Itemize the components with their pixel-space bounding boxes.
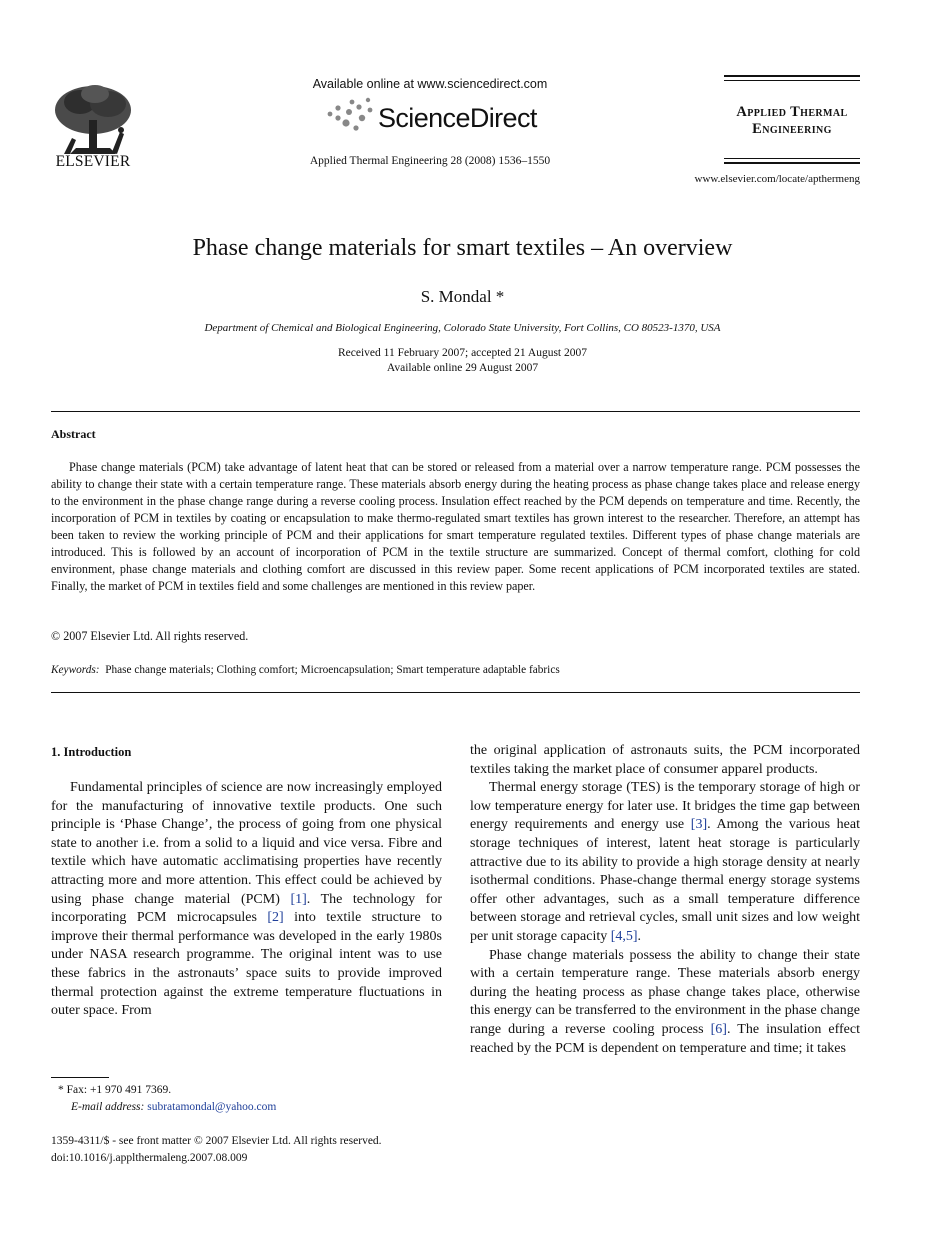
available-online-link[interactable]: Available online at www.sciencedirect.com — [312, 77, 548, 91]
divider-top — [51, 411, 860, 412]
abstract-heading: Abstract — [51, 427, 96, 441]
email-label: E-mail address: — [71, 1101, 145, 1113]
article-title: Phase change materials for smart textiles – An overview — [192, 235, 733, 261]
divider-bottom — [51, 692, 860, 693]
paragraph-text: Phase change materials possess the ability to change their state with a certain temperature range. These materials absorb energy during the heating process as phase change takes place, otherwise this energy can be transferred to the environment in the phase change range during a reverse cooling process — [470, 947, 860, 1037]
paragraph — [51, 779, 442, 1021]
paragraph-text: into textile structure to improve their thermal performance was developed in the early 1980s under NASA research programme. The original intent was to use these fabrics in the astronauts’ space suits to provide improved thermal protection against the extreme temperature fluctuations in outer space. From — [51, 910, 442, 1019]
journal-name-line2: Engineering — [752, 121, 832, 137]
journal-top-rule — [724, 75, 860, 77]
sciencedirect-dots-icon — [322, 96, 378, 132]
citation-link[interactable]: [2] — [267, 910, 284, 926]
left-column — [51, 779, 442, 1021]
journal-name-line1: Applied Thermal — [736, 104, 848, 120]
paragraph-text: Thermal energy storage (TES) is the temporary storage of high or low temperature energy for later use. It bridges the time gap between energy requirements and energy use — [470, 780, 860, 833]
abstract-copyright: © 2007 Elsevier Ltd. All rights reserved. — [51, 629, 249, 643]
right-column — [470, 742, 860, 1058]
citation-link[interactable]: [4,5] — [610, 928, 638, 944]
paragraph: the original application of astronauts suits, the PCM incorporated textiles taking the market place of consumer apparel products. — [470, 743, 860, 777]
citation-link[interactable]: [6] — [710, 1021, 727, 1037]
publisher-name: ELSEVIER — [55, 153, 131, 170]
issn-line: 1359-4311/$ - see front matter © 2007 Elsevier Ltd. All rights reserved. — [51, 1135, 382, 1147]
citation-link[interactable]: [3] — [690, 817, 708, 833]
citation-link[interactable]: [1] — [290, 891, 307, 907]
abstract-body: Phase change materials (PCM) take advantage of latent heat that can be stored or released from a material over a narrow temperature range. PCM possesses the ability to change their state with a certain temperature range. These materials absorb energy during the heating process as phase change takes place and release energy to the environment in the phase change range during a reverse cooling process. Insulation effect reached by the PCM depends on temperature and time. Recently, the incorporation of PCM in textiles by coating or encapsulation to make thermo-regulated smart textiles has grown interest to the researcher. Therefore, an attempt has been taken to review the working principle of PCM and their applications for smart temperature regulated textiles. Different types of phase change materials are introduced. This is followed by an account of incorporation of PCM in the textile structure are summarized. Concept of thermal comfort, clothing for cold environment, phase change materials and clothing comfort are discussed in this review paper. Some recent applications of PCM incorporated textiles are stated. Finally, the market of PCM in textiles field and some challenges are mentioned in this review paper. — [51, 460, 860, 593]
paragraph-text: . The technology for incorporating PCM microcapsules — [51, 891, 442, 926]
paragraph-text: . — [637, 928, 642, 944]
received-dates: Received 11 February 2007; accepted 21 August 2007 — [338, 347, 587, 359]
paragraph-text: Fundamental principles of science are now increasingly employed for the manufacturing of innovative textile products. One such principle is ‘Phase Change’, the process of going from one physical state to another i.e. from a solid to a liquid and vice versa. Fibre and textile which have automatic acclimatising properties have recently attracting more and more attention. This effect could be achieved by using phase change material (PCM) — [51, 780, 442, 907]
paragraph — [470, 779, 860, 946]
footnote-email — [71, 1101, 276, 1113]
doi-line: doi:10.1016/j.applthermaleng.2007.08.009 — [51, 1152, 248, 1164]
article-author: S. Mondal * — [420, 287, 505, 306]
journal-bottom-rule-thin — [724, 158, 860, 159]
journal-citation: Applied Thermal Engineering 28 (2008) 1536–1550 — [309, 155, 551, 167]
paragraph-text: . The insulation effect reached by the PCM is dependent on temperature and time; it takes — [470, 1021, 860, 1056]
online-date: Available online 29 August 2007 — [386, 362, 539, 374]
section-heading-introduction: 1. Introduction — [51, 745, 132, 759]
keywords — [51, 664, 560, 676]
email-link[interactable]: subratamondal@yahoo.com — [147, 1101, 277, 1113]
journal-bottom-rule — [724, 162, 860, 164]
footnote-rule — [51, 1077, 109, 1078]
author-affiliation: Department of Chemical and Biological Engineering, Colorado State University, Fort Collins, CO 80523-1370, USA — [204, 322, 721, 334]
journal-url-link[interactable]: www.elsevier.com/locate/apthermeng — [694, 173, 860, 185]
keywords-label: Keywords: — [51, 664, 100, 676]
journal-top-rule-thin — [724, 80, 860, 81]
keywords-list: Phase change materials; Clothing comfort; Microencapsulation; Smart temperature adaptable fabrics — [105, 664, 560, 676]
sciencedirect-wordmark: ScienceDirect — [378, 103, 537, 133]
footnote-fax: * Fax: +1 970 491 7369. — [58, 1084, 172, 1096]
paragraph-text: . Among the various heat storage techniques of interest, latent heat storage is particularly attractive due to its ability to provide a high storage density at nearly isothermal conditions. Phase-change thermal energy storage systems offer other advantages, such as a small temperature difference between storage and retrieval cycles, small unit sizes and low weight per unit storage capacity — [470, 817, 860, 944]
journal-name — [724, 104, 860, 138]
paragraph — [470, 947, 860, 1059]
